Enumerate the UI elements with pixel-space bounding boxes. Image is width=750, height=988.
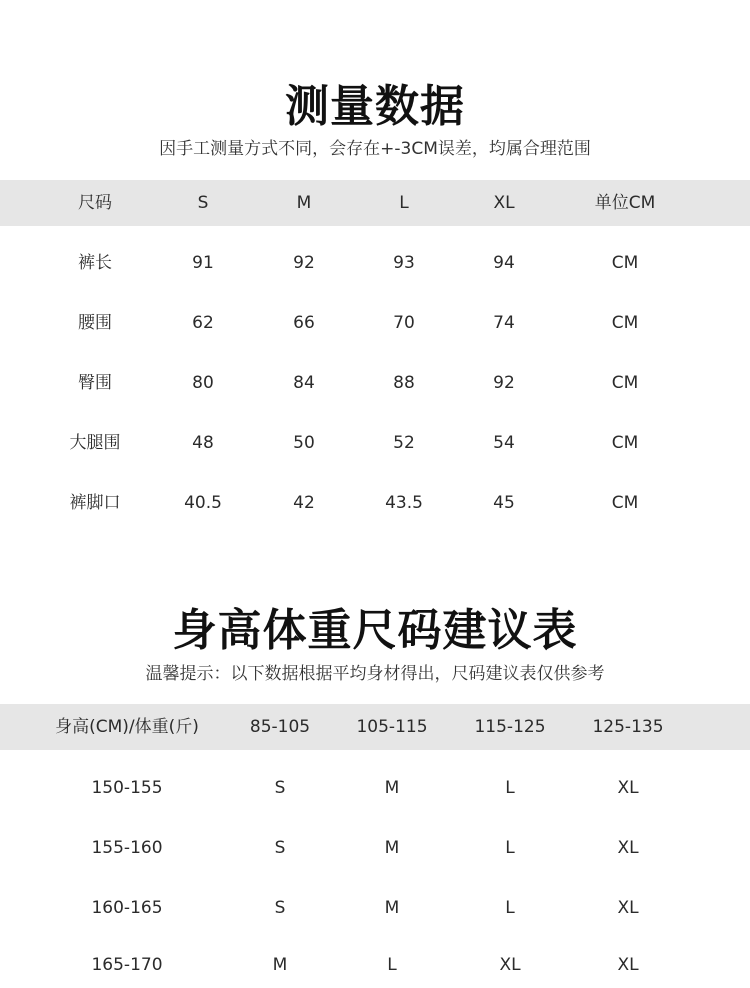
table-cell: 54 bbox=[493, 433, 515, 453]
header-cell: 115-125 bbox=[474, 717, 546, 737]
row-label: 大腿围 bbox=[69, 433, 121, 453]
table-cell: 42 bbox=[293, 493, 315, 513]
table-cell: 52 bbox=[393, 433, 415, 453]
table-cell: S bbox=[274, 778, 286, 798]
table-cell: 45 bbox=[493, 493, 515, 513]
measurement-title: 测量数据 bbox=[285, 81, 465, 132]
table-cell: L bbox=[387, 955, 397, 975]
table-cell: L bbox=[505, 778, 515, 798]
table-row bbox=[0, 300, 750, 346]
row-label: 160-165 bbox=[91, 898, 163, 918]
table-cell: 91 bbox=[192, 253, 214, 273]
table-cell: XL bbox=[617, 898, 639, 918]
table-row bbox=[0, 825, 750, 871]
table-cell: 40.5 bbox=[184, 493, 222, 513]
table-cell: 88 bbox=[393, 373, 415, 393]
header-cell: S bbox=[197, 193, 209, 213]
table-cell: M bbox=[384, 778, 400, 798]
table-cell: S bbox=[274, 838, 286, 858]
table-row bbox=[0, 240, 750, 286]
table-cell: S bbox=[274, 898, 286, 918]
table-cell: 66 bbox=[293, 313, 315, 333]
unit-cell: CM bbox=[611, 253, 639, 273]
header-cell: 尺码 bbox=[78, 193, 112, 213]
table-cell: 92 bbox=[293, 253, 315, 273]
table-cell: 94 bbox=[493, 253, 515, 273]
table-row bbox=[0, 480, 750, 526]
row-label: 165-170 bbox=[91, 955, 163, 975]
header-cell: 单位CM bbox=[594, 193, 656, 213]
header-cell: L bbox=[399, 193, 409, 213]
header-cell: M bbox=[296, 193, 312, 213]
size-guide-title: 身高体重尺码建议表 bbox=[172, 605, 578, 656]
table-cell: M bbox=[272, 955, 288, 975]
row-label: 裤脚口 bbox=[69, 493, 121, 513]
table-cell: M bbox=[384, 898, 400, 918]
row-label: 150-155 bbox=[91, 778, 163, 798]
size-guide-header-row bbox=[0, 704, 750, 750]
table-cell: XL bbox=[617, 955, 639, 975]
unit-cell: CM bbox=[611, 433, 639, 453]
size-guide-subtitle: 温馨提示：以下数据根据平均身材得出，尺码建议表仅供参考 bbox=[145, 664, 605, 684]
unit-cell: CM bbox=[611, 313, 639, 333]
row-label: 155-160 bbox=[91, 838, 163, 858]
table-cell: 84 bbox=[293, 373, 315, 393]
table-cell: 50 bbox=[293, 433, 315, 453]
header-cell: XL bbox=[493, 193, 515, 213]
table-cell: 92 bbox=[493, 373, 515, 393]
table-cell: M bbox=[384, 838, 400, 858]
table-cell: 43.5 bbox=[385, 493, 423, 513]
table-cell: XL bbox=[617, 838, 639, 858]
table-row bbox=[0, 885, 750, 931]
unit-cell: CM bbox=[611, 373, 639, 393]
measurement-subtitle: 因手工测量方式不同，会存在+-3CM误差，均属合理范围 bbox=[159, 139, 591, 159]
row-label: 腰围 bbox=[78, 313, 112, 333]
table-cell: XL bbox=[617, 778, 639, 798]
measurement-header-row bbox=[0, 180, 750, 226]
table-cell: 48 bbox=[192, 433, 214, 453]
table-cell: 74 bbox=[493, 313, 515, 333]
header-cell: 105-115 bbox=[356, 717, 428, 737]
table-row bbox=[0, 765, 750, 811]
table-cell: 93 bbox=[393, 253, 415, 273]
unit-cell: CM bbox=[611, 493, 639, 513]
header-cell: 85-105 bbox=[249, 717, 311, 737]
table-row bbox=[0, 420, 750, 466]
table-cell: 80 bbox=[192, 373, 214, 393]
table-row bbox=[0, 360, 750, 406]
table-cell: L bbox=[505, 898, 515, 918]
row-label: 臀围 bbox=[78, 373, 112, 393]
header-cell: 身高(CM)/体重(斤) bbox=[55, 717, 199, 737]
table-cell: XL bbox=[499, 955, 521, 975]
header-cell: 125-135 bbox=[592, 717, 664, 737]
table-row bbox=[0, 942, 750, 988]
row-label: 裤长 bbox=[78, 253, 112, 273]
table-cell: 62 bbox=[192, 313, 214, 333]
table-cell: L bbox=[505, 838, 515, 858]
table-cell: 70 bbox=[393, 313, 415, 333]
